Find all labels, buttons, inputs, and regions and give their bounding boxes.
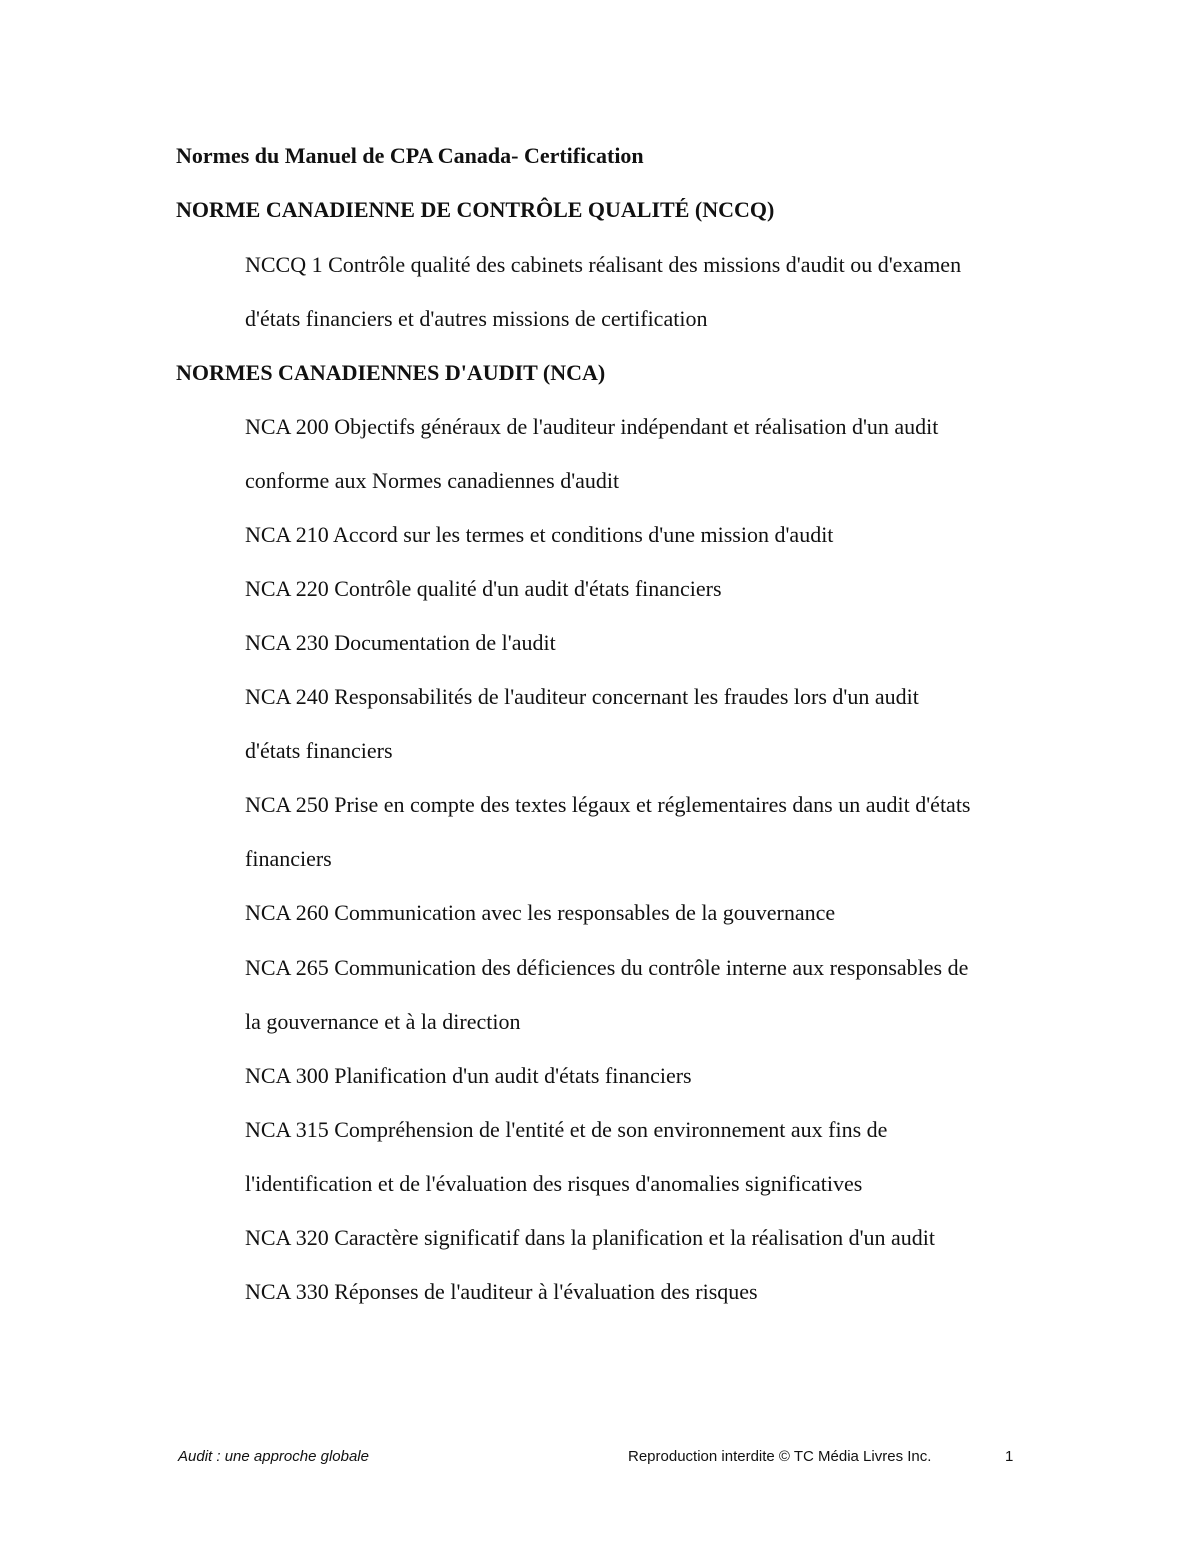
footer-book-title: Audit : une approche globale xyxy=(178,1448,369,1465)
nca-line: NCA 315 Compréhension de l'entité et de son environnement aux fins de xyxy=(245,1117,888,1142)
nca-line: NCA 220 Contrôle qualité d'un audit d'états financiers xyxy=(245,576,722,601)
nca-line: NCA 265 Communication des déficiences du contrôle interne aux responsables de xyxy=(245,955,969,980)
footer-copyright: Reproduction interdite © TC Média Livres Inc. xyxy=(628,1448,932,1465)
nca-line: l'identification et de l'évaluation des risques d'anomalies significatives xyxy=(245,1171,863,1196)
nca-line: NCA 260 Communication avec les responsables de la gouvernance xyxy=(245,900,836,925)
nca-line: NCA 200 Objectifs généraux de l'auditeur indépendant et réalisation d'un audit xyxy=(245,414,939,439)
nca-line: NCA 230 Documentation de l'audit xyxy=(245,630,556,655)
nca-line: NCA 320 Caractère significatif dans la planification et la réalisation d'un audit xyxy=(245,1225,936,1250)
nca-line: NCA 210 Accord sur les termes et conditions d'une mission d'audit xyxy=(245,522,834,547)
footer-page-number: 1 xyxy=(1005,1448,1014,1465)
nca-line: NCA 240 Responsabilités de l'auditeur concernant les fraudes lors d'un audit xyxy=(245,684,919,709)
nccq-line: d'états financiers et d'autres missions de certification xyxy=(245,306,708,331)
nca-line: financiers xyxy=(245,846,332,871)
nca-line: NCA 250 Prise en compte des textes légaux et réglementaires dans un audit d'états xyxy=(245,792,971,817)
nca-line: conforme aux Normes canadiennes d'audit xyxy=(245,468,620,493)
nccq-line: NCCQ 1 Contrôle qualité des cabinets réalisant des missions d'audit ou d'examen xyxy=(245,252,962,277)
nca-line: d'états financiers xyxy=(245,738,393,763)
nca-line: la gouvernance et à la direction xyxy=(245,1009,521,1034)
page-title: Normes du Manuel de CPA Canada- Certification xyxy=(176,143,644,168)
nca-line: NCA 300 Planification d'un audit d'états financiers xyxy=(245,1063,692,1088)
section-heading-nccq: NORME CANADIENNE DE CONTRÔLE QUALITÉ (NCCQ) xyxy=(176,197,775,222)
section-heading-nca: NORMES CANADIENNES D'AUDIT (NCA) xyxy=(176,360,606,385)
nca-line: NCA 330 Réponses de l'auditeur à l'évaluation des risques xyxy=(245,1279,758,1304)
